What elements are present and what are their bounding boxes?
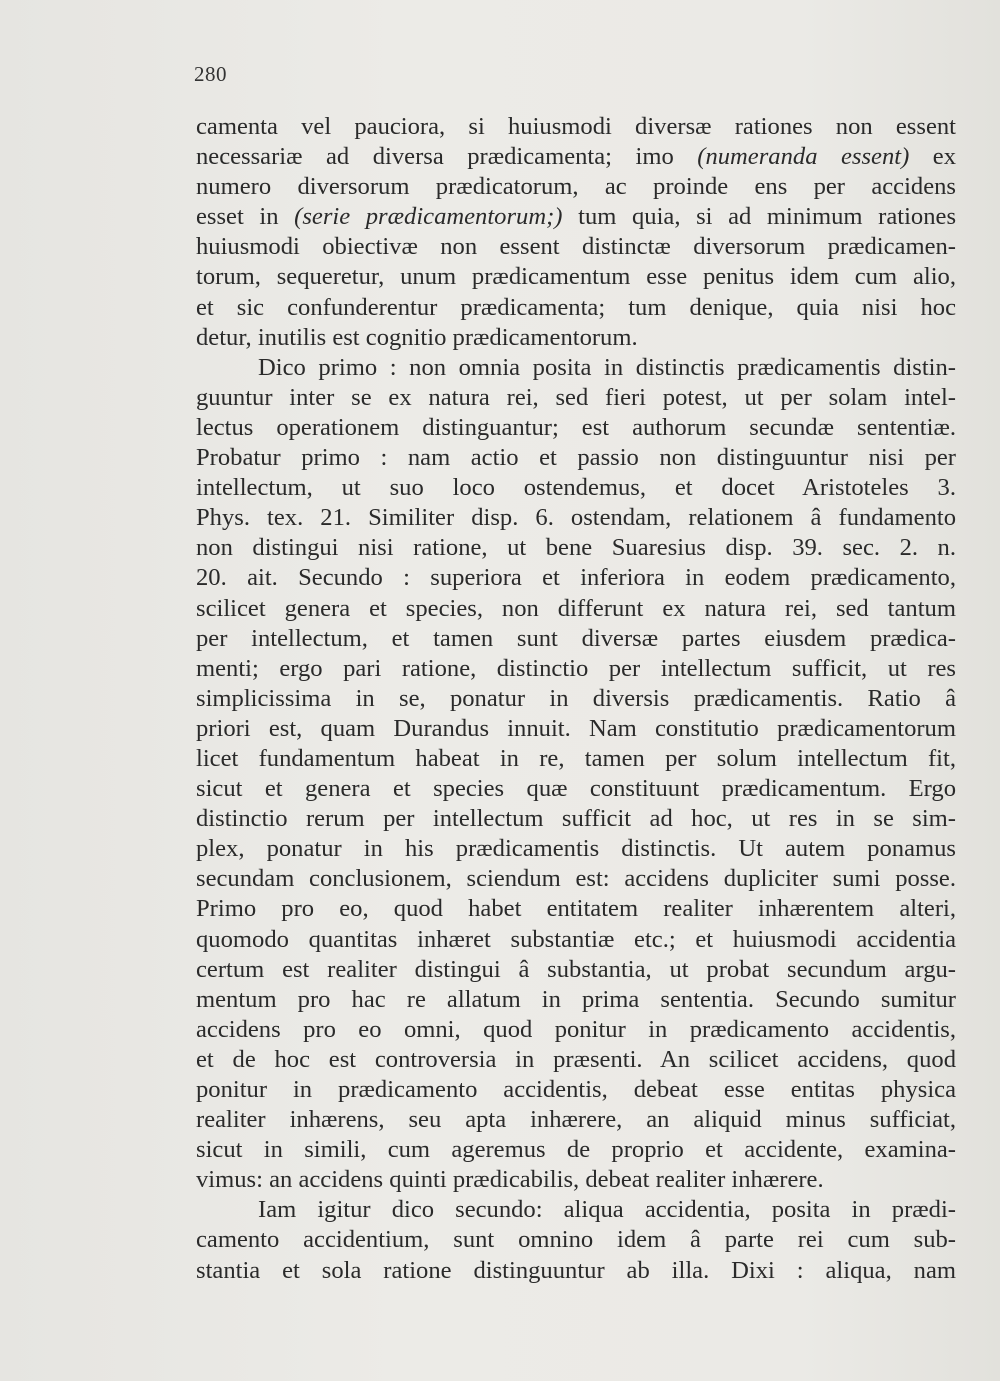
text-line: 20. ait. Secundo : superiora et inferiora in eodem prædicamento, <box>196 564 956 592</box>
text-line: detur, inutilis est cognitio prædicamentorum. <box>196 323 638 351</box>
text-line: menti; ergo pari ratione, distinctio per intellectum sufficit, ut res <box>196 654 956 682</box>
text-line: huiusmodi obiectivæ non essent distinctæ diversorum prædicamen- <box>196 233 956 261</box>
text-line: Phys. tex. 21. Similiter disp. 6. ostendam, relationem â fundamento <box>196 504 956 532</box>
italic-phrase: (serie prædicamentorum;) <box>294 203 563 231</box>
text-line: sicut et genera et species quæ constituunt prædicamentum. Ergo <box>196 775 956 803</box>
text-line: lectus operationem distinguantur; est authorum secundæ sententiæ. <box>196 413 956 441</box>
text-line: intellectum, ut suo loco ostendemus, et docet Aristoteles 3. <box>196 474 956 502</box>
text-line: numero diversorum prædicatorum, ac proinde ens per accidens <box>196 173 956 201</box>
text-line: stantia et sola ratione distinguuntur ab illa. Dixi : aliqua, nam <box>196 1256 956 1284</box>
text-line: distinctio rerum per intellectum sufficit ad hoc, ut res in se sim- <box>196 805 956 833</box>
text-line: scilicet genera et species, non differunt ex natura rei, sed tantum <box>196 594 956 622</box>
text-segment: necessariæ ad diversa prædicamenta; imo <box>196 143 698 171</box>
text-line: camenta vel pauciora, si huiusmodi diversæ rationes non essent <box>196 113 956 140</box>
text-line: torum, sequeretur, unum prædicamentum esse penitus idem cum alio, <box>196 263 956 291</box>
text-line: mentum pro hac re allatum in prima sententia. Secundo sumitur <box>196 985 956 1013</box>
text-segment: ex <box>909 143 956 171</box>
text-line: quomodo quantitas inhæret substantiæ etc.; et huiusmodi accidentia <box>196 925 956 953</box>
text-line: plex, ponatur in his prædicamentis distinctis. Ut autem ponamus <box>196 835 956 863</box>
text-line: Probatur primo : nam actio et passio non distinguuntur nisi per <box>196 444 956 472</box>
text-line: guuntur inter se ex natura rei, sed fieri potest, ut per solam intel- <box>196 383 956 411</box>
text-line <box>196 142 956 172</box>
text-line: sicut in simili, cum ageremus de proprio et accidente, examina- <box>196 1136 956 1164</box>
text-line: et de hoc est controversia in præsenti. An scilicet accidens, quod <box>196 1045 956 1073</box>
text-line: certum est realiter distingui â substantia, ut probat secundum argu- <box>196 955 956 983</box>
text-line: licet fundamentum habeat in re, tamen per solum intellectum fit, <box>196 744 956 772</box>
text-line: et sic confunderentur prædicamenta; tum denique, quia nisi hoc <box>196 293 956 321</box>
text-line: secundam conclusionem, sciendum est: accidens dupliciter sumi posse. <box>196 865 956 893</box>
text-line <box>196 202 956 232</box>
page-number: 280 <box>194 62 227 86</box>
text-line: camento accidentium, sunt omnino idem â parte rei cum sub- <box>196 1226 956 1254</box>
text-line: non distingui nisi ratione, ut bene Suaresius disp. 39. sec. 2. n. <box>196 534 956 562</box>
text-line: priori est, quam Durandus innuit. Nam constitutio prædicamentorum <box>196 714 956 742</box>
text-segment: esset in <box>196 203 295 231</box>
text-line: per intellectum, et tamen sunt diversæ partes eiusdem prædica- <box>196 624 956 652</box>
italic-phrase: (numeranda essent) <box>697 143 910 171</box>
text-line: accidens pro eo omni, quod ponitur in prædicamento accidentis, <box>196 1015 956 1043</box>
text-line: Dico primo : non omnia posita in distinctis prædicamentis distin- <box>258 353 956 381</box>
body-text <box>196 112 956 1286</box>
text-line: Iam igitur dico secundo: aliqua accidentia, posita in prædi- <box>258 1196 956 1224</box>
text-line: ponitur in prædicamento accidentis, debeat esse entitas physica <box>196 1076 956 1103</box>
text-line: vimus: an accidens quinti prædicabilis, debeat realiter inhærere. <box>196 1166 824 1194</box>
text-segment: tum quia, si ad minimum rationes <box>562 203 957 231</box>
text-line: simplicissima in se, ponatur in diversis prædicamentis. Ratio â <box>196 684 956 712</box>
text-line: realiter inhærens, seu apta inhærere, an aliquid minus sufficiat, <box>196 1106 956 1134</box>
text-line: Primo pro eo, quod habet entitatem realiter inhærentem alteri, <box>196 895 956 923</box>
